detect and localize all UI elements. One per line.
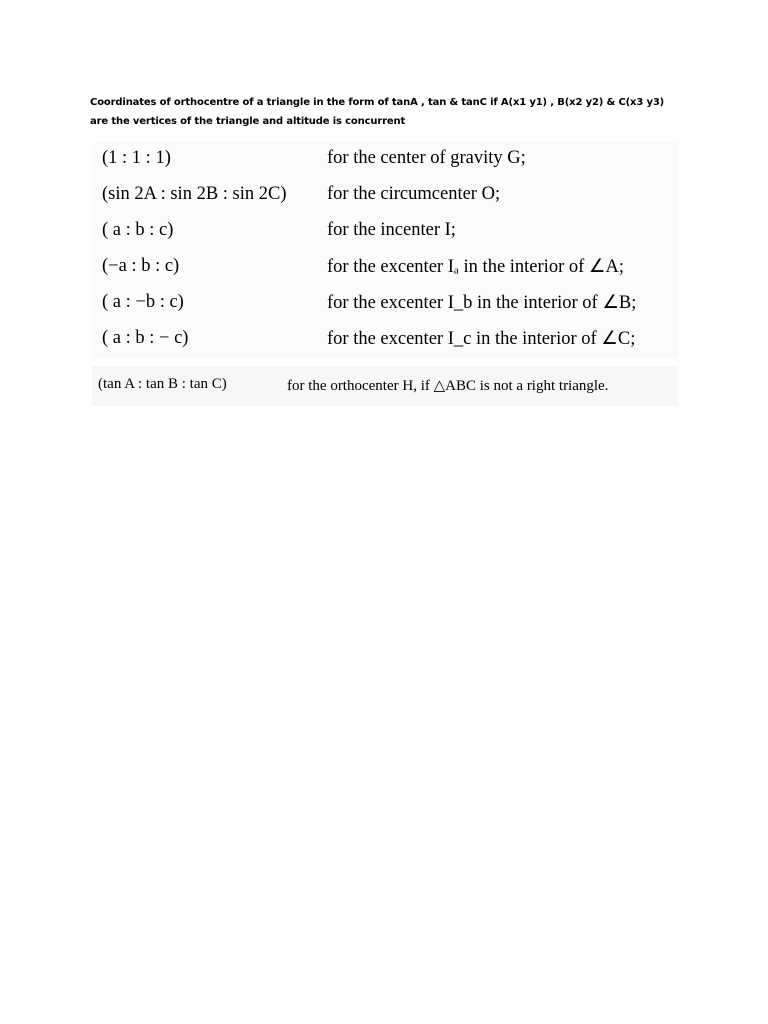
row-coordinates: ( a : b : c) <box>102 220 174 240</box>
table-row <box>92 178 678 214</box>
heading-line-1: Coordinates of orthocentre of a triangle in the form of tanA , tan & tanC if A(x1 y1) , B(x2 y2) & C(x3 y3) <box>90 97 665 108</box>
orthocenter-description: for the orthocenter H, if △ABC is not a right triangle. <box>287 378 609 394</box>
table-row <box>92 142 678 178</box>
table-row <box>92 322 678 358</box>
heading-line-2: are the vertices of the triangle and altitude is concurrent <box>90 116 406 127</box>
table-row <box>92 286 678 322</box>
row-coordinates: ( a : −b : c) <box>102 292 184 312</box>
row-coordinates: (sin 2A : sin 2B : sin 2C) <box>102 184 287 204</box>
row-coordinates: (−a : b : c) <box>102 256 180 276</box>
orthocenter-row <box>92 366 678 406</box>
heading <box>90 93 690 131</box>
row-description: for the excenter Iₐ in the interior of ∠A; <box>327 257 624 277</box>
row-coordinates: ( a : b : − c) <box>102 328 189 348</box>
table-row <box>92 214 678 250</box>
row-description: for the circumcenter O; <box>327 184 501 204</box>
row-description: for the center of gravity G; <box>327 148 526 168</box>
row-coordinates: (1 : 1 : 1) <box>102 148 171 168</box>
row-description: for the excenter I_b in the interior of ∠B; <box>327 293 637 313</box>
table-row <box>92 250 678 286</box>
orthocenter-coordinates: (tan A : tan B : tan C) <box>98 376 227 392</box>
barycentric-coordinates-table <box>92 142 678 358</box>
row-description: for the incenter I; <box>327 220 456 240</box>
row-description: for the excenter I_c in the interior of ∠C; <box>327 329 636 349</box>
